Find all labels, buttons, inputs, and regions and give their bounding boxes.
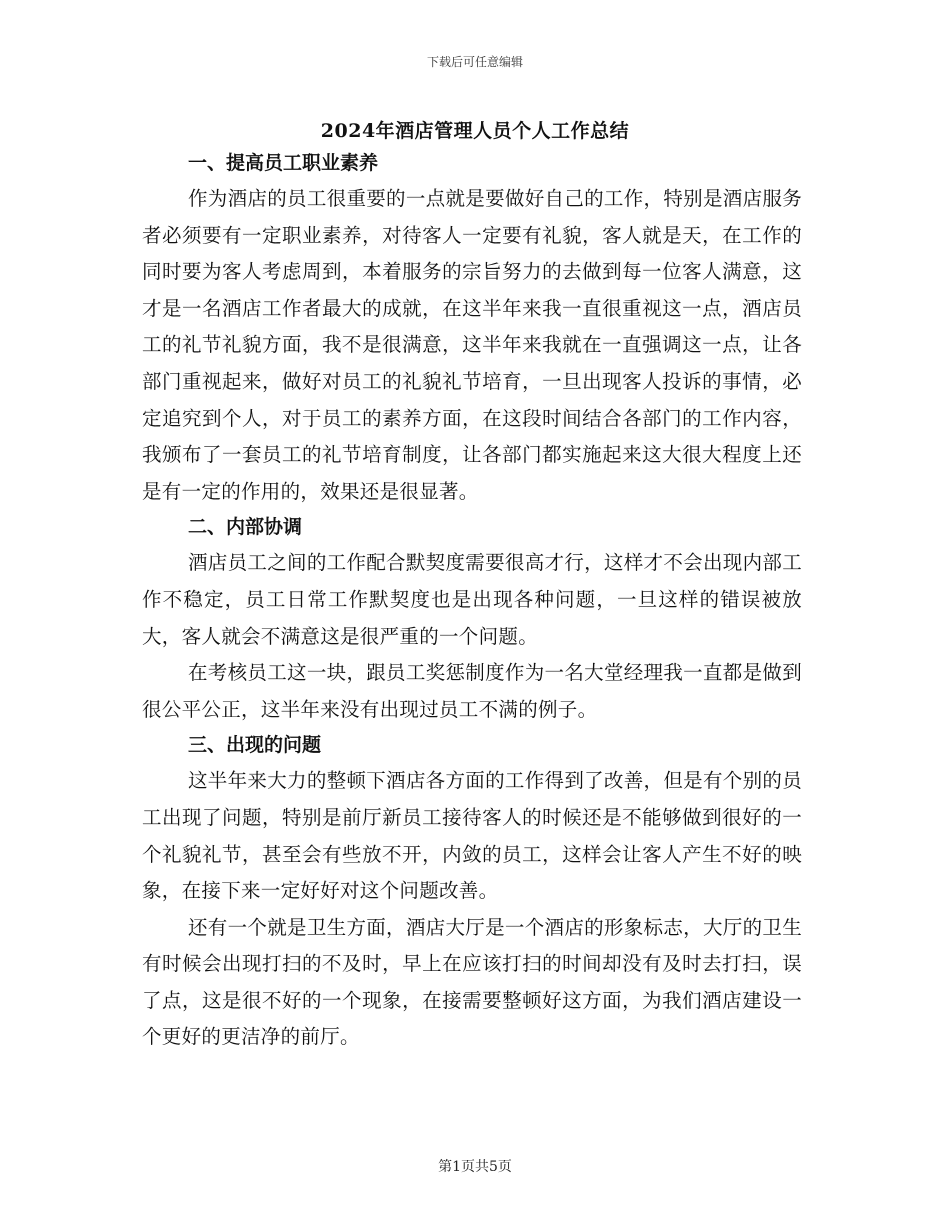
document-body (142, 146, 802, 1056)
paragraph: 在考核员工这一块，跟员工奖惩制度作为一名大堂经理我一直都是做到很公平公正，这半年来没有出现过员工不满的例子。 (142, 661, 802, 721)
page-number: 第1页共5页 (438, 1159, 512, 1175)
paragraph: 这半年来大力的整顿下酒店各方面的工作得到了改善，但是有个别的员工出现了问题，特别是前厅新员工接待客人的时候还是不能够做到很好的一个礼貌礼节，甚至会有些放不开，内敛的员工，这样会让客人产生不好的映象，在接下来一定好好对这个问题改善。 (142, 769, 802, 903)
section-3 (142, 728, 802, 1056)
section-2 (142, 510, 802, 728)
paragraph: 作为酒店的员工很重要的一点就是要做好自己的工作，特别是酒店服务者必须要有一定职业素养，对待客人一定要有礼貌，客人就是天，在工作的同时要为客人考虑周到，本着服务的宗旨努力的去做到每一位客人满意，这才是一名酒店工作者最大的成就，在这半年来我一直很重视这一点，酒店员工的礼节礼貌方面，我不是很满意，这半年来我就在一直强调这一点，让各部门重视起来，做好对员工的礼貌礼节培育，一旦出现客人投诉的事情，必定追究到个人，对于员工的素养方面，在这段时间结合各部门的工作内容，我颁布了一套员工的礼节培育制度，让各部门都实施起来这大很大程度上还是有一定的作用的，效果还是很显著。 (142, 187, 802, 503)
paragraph: 还有一个就是卫生方面，酒店大厅是一个酒店的形象标志，大厅的卫生有时候会出现打扫的不及时，早上在应该打扫的时间却没有及时去打扫，误了点，这是很不好的一个现象，在接需要整顿好这方面，为我们酒店建设一个更好的更洁净的前厅。 (142, 915, 802, 1049)
section-heading: 三、出现的问题 (188, 734, 322, 757)
paragraph: 酒店员工之间的工作配合默契度需要很高才行，这样才不会出现内部工作不稳定，员工日常工作默契度也是出现各种问题，一旦这样的错误被放大，客人就会不满意这是很严重的一个问题。 (142, 551, 802, 648)
header-note: 下载后可任意编辑 (426, 55, 523, 69)
section-heading: 二、内部协调 (188, 516, 303, 539)
section-1 (142, 146, 802, 510)
document-title: 2024年酒店管理人员个人工作总结 (320, 120, 630, 142)
section-heading: 一、提高员工职业素养 (188, 152, 379, 174)
